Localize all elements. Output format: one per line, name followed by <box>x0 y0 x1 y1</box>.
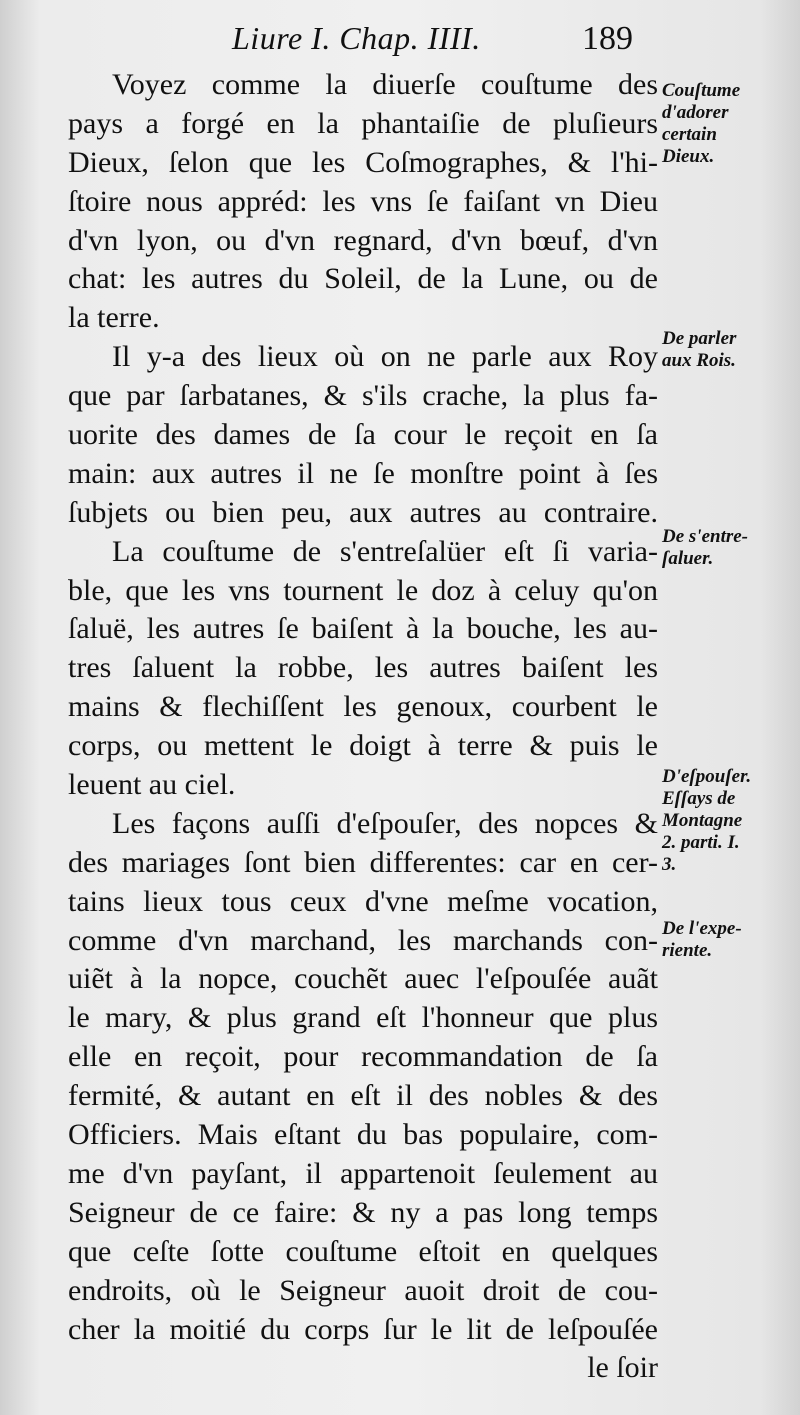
margin-note-line: Montagne <box>662 810 743 831</box>
margin-note-line: Dieux. <box>662 146 715 167</box>
text-line: tres ſaluent la robbe, les autres baiſent les <box>68 651 658 685</box>
margin-note-line: De parler <box>662 328 737 349</box>
margin-note <box>662 80 796 168</box>
text-line: uorite des dames de ſa cour le reçoit en ſa <box>68 418 658 452</box>
text-line: ſubjets ou bien peu, aux autres au contraire. <box>68 495 658 529</box>
text-line: que par ſarbatanes, & s'ils crache, la plus fa- <box>68 379 658 413</box>
page-number: 189 <box>582 20 633 57</box>
text-line: endroits, où le Seigneur auoit droit de cou- <box>68 1273 658 1307</box>
text-line: Seigneur de ce faire: & ny a pas long temps <box>68 1195 658 1229</box>
margin-note <box>662 328 796 372</box>
body-text <box>68 66 658 1388</box>
text-line: fermité, & autant en eſt il des nobles & des <box>68 1079 658 1113</box>
text-line: tains lieux tous ceux d'vne meſme vocation, <box>68 884 658 918</box>
text-line: pays a forgé en la phantaiſie de pluſieurs <box>68 106 658 140</box>
running-head <box>0 18 800 58</box>
running-head-title: Liure I. Chap. IIII. <box>232 20 481 56</box>
margin-note-line: 3. <box>662 854 677 875</box>
text-line: Dieux, ſelon que les Coſmographes, & l'hi- <box>68 145 658 179</box>
text-line: Il y-a des lieux où on ne parle aux Roy <box>112 340 658 374</box>
text-line: Voyez comme la diuerſe couſtume des <box>112 68 658 101</box>
margin-note <box>662 766 796 876</box>
text-line: main: aux autres il ne ſe monſtre point à ſes <box>68 456 658 490</box>
text-line: le mary, & plus grand eſt l'honneur que plus <box>68 1001 658 1035</box>
text-line: la terre. <box>68 301 160 335</box>
text-line: elle en reçoit, pour recommandation de ſa <box>68 1040 658 1074</box>
text-line: comme d'vn marchand, les marchands con- <box>68 923 658 957</box>
margin-note-line: d'adorer <box>662 102 729 123</box>
margin-note-line: De l'expe- <box>662 918 742 939</box>
text-line: ſaluë, les autres ſe baiſent à la bouche, les au- <box>68 612 658 646</box>
text-line: cher la moitié du corps ſur le lit de leſpouſée <box>68 1312 658 1346</box>
text-line: uiẽt à la nopce, couchẽt auec l'eſpouſée auãt <box>68 962 658 996</box>
margin-note-line: Eſſays de <box>662 788 736 809</box>
text-line: le ſoir <box>587 1351 658 1385</box>
text-line: ſtoire nous appréd: les vns ſe faiſant vn Dieu <box>68 184 658 218</box>
margin-note-line: ſaluer. <box>662 548 714 569</box>
text-line: que ceſte ſotte couſtume eſtoit en quelques <box>68 1234 658 1268</box>
margin-note-line: D'eſpouſer. <box>662 766 752 787</box>
margin-note-line: certain <box>662 124 717 145</box>
text-line: La couſtume de s'entreſalüer eſt ſi varia- <box>112 534 658 568</box>
text-line: ble, que les vns tournent le doz à celuy qu'on <box>68 573 658 607</box>
margin-note-line: De s'entre- <box>662 526 749 547</box>
text-line: mains & flechiſſent les genoux, courbent le <box>68 690 658 724</box>
margin-note <box>662 918 796 962</box>
margin-note-line: Couſtume <box>662 80 741 101</box>
text-line: des mariages ſont bien differentes: car en cer- <box>68 845 658 879</box>
margin-note <box>662 526 796 570</box>
text-line: Officiers. Mais eſtant du bas populaire, com- <box>68 1118 658 1152</box>
text-line: me d'vn payſant, il appartenoit ſeulement au <box>68 1156 658 1190</box>
margin-note-line: aux Rois. <box>662 350 736 371</box>
margin-note-line: 2. parti. I. <box>662 832 740 853</box>
text-line: corps, ou mettent le doigt à terre & puis le <box>68 729 658 763</box>
text-line: d'vn lyon, ou d'vn regnard, d'vn bœuf, d'vn <box>68 223 658 257</box>
margin-note-line: riente. <box>662 940 713 961</box>
text-line: leuent au ciel. <box>68 768 236 802</box>
text-line: chat: les autres du Soleil, de la Lune, ou de <box>68 262 658 296</box>
text-line: Les façons auſſi d'eſpouſer, des nopces & <box>112 806 658 840</box>
